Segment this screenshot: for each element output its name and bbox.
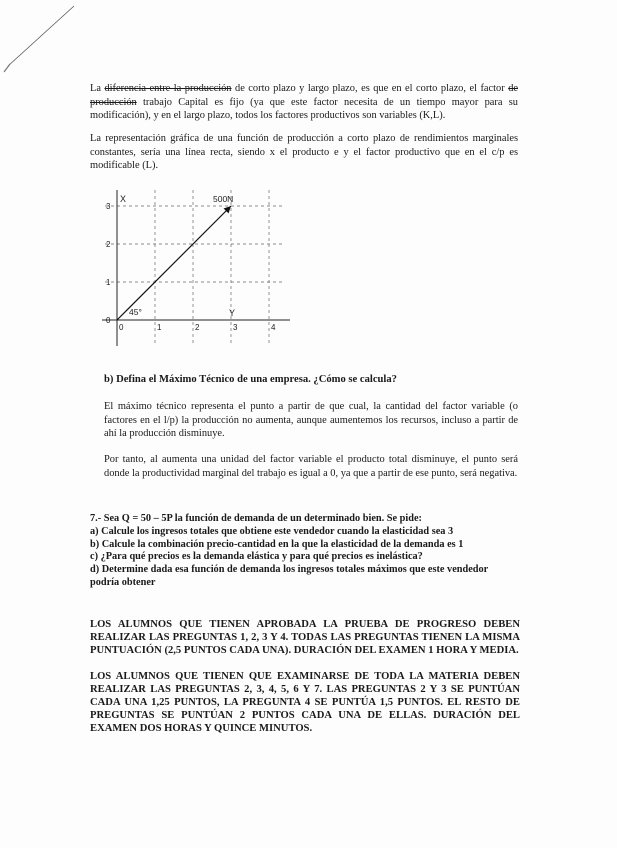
scan-fold-mark [0, 0, 80, 80]
production-chart [100, 186, 300, 351]
y-tick-label: 2 [106, 240, 111, 249]
vector-label: 500N [213, 194, 234, 204]
question-7-a: a) Calcule los ingresos totales que obtiene este vendedor cuando la elasticidad sea 3 [90, 525, 454, 537]
question-7-b: b) Calcule la combinación precio-cantidad en la que la elasticidad de la demanda es 1 [90, 538, 464, 550]
struck-text: de producción [90, 83, 518, 108]
x-axis-label: Y [229, 308, 236, 318]
x-tick-label: 1 [157, 323, 162, 332]
x-tick-label: 4 [271, 323, 276, 332]
paragraph-graph-description: La representación gráfica de una función de producción a corto plazo de rendimientos marginales constantes, sería una línea recta, siendo x el producto e y el factor productivo que en el c/p es modificable (L). [90, 133, 518, 171]
y-tick-label: 3 [106, 202, 111, 211]
x-tick-label: 2 [195, 323, 200, 332]
angle-label: 45° [129, 307, 142, 317]
chart-series [117, 194, 236, 320]
question-b-title: b) Defina el Máximo Técnico de una empresa. ¿Cómo se calcula? [104, 374, 397, 385]
x-tick-label: 3 [233, 323, 238, 332]
y-tick-label: 1 [106, 278, 111, 287]
notice-progress-students: LOS ALUMNOS QUE TIENEN APROBADA LA PRUEBA DE PROGRESO DEBEN REALIZAR LAS PREGUNTAS 1, 2, 3 Y 4. TODAS LAS PREGUNTAS TIENEN LA MISMA PUNTUACIÓN (2,5 PUNTOS CADA UNA). DURACIÓN DEL EXAMEN 1 HORA Y MEDIA. [90, 619, 520, 657]
question-7-d-cont: podría obtener [90, 576, 156, 588]
struck-text: diferencia entre la producción [104, 83, 232, 94]
production-line [117, 206, 231, 320]
y-axis-label: X [120, 194, 127, 204]
question-b-answer-2: Por tanto, al aumenta una unidad del factor variable el producto total disminuye, el punto será donde la productividad marginal del trabajo es igual a 0, ya que a partir de ese punto, será negativa. [104, 454, 518, 479]
y-tick-label: 0 [106, 316, 111, 325]
question-b-answer-1: El máximo técnico representa el punto a partir de que cual, la cantidad del factor variable (o factores en el l/p) la producción no aumenta, aunque aumentemos los recursos, incluso a partir de ahí la producción disminuye. [104, 401, 518, 439]
x-tick-label: 0 [119, 323, 124, 332]
paragraph-short-long-run: La diferencia entre la producción de corto plazo y largo plazo, es que en el corto plazo, el factor de producción trabajo Capital es fijo (ya que este factor necesita de un tiempo mayor para su modificación), y en el largo plazo, todos los factores productivos son variables (K,L). [90, 83, 518, 121]
question-7 [90, 513, 530, 590]
question-7-d: d) Determine dada esa función de demanda los ingresos totales máximos que este vendedor [90, 564, 489, 576]
question-7-c: c) ¿Para qué precios es la demanda elástica y para qué precios es inelástica? [90, 551, 423, 563]
notice-full-exam-students: LOS ALUMNOS QUE TIENEN QUE EXAMINARSE DE TODA LA MATERIA DEBEN REALIZAR LAS PREGUNTAS 2, 3, 4, 5, 6 Y 7. LAS PREGUNTAS 2 Y 3 SE PUNTÚAN CADA UNA 1,25 PUNTOS, LA PREGUNTA 4 SE PUNTÚA 1,5 PUNTOS. EL RESTO DE PREGUNTAS SE PUNTÚAN 2 PUNTOS CADA UNA DE ELLAS. DURACIÓN DEL EXAMEN DOS HORAS Y QUINCE MINUTOS. [90, 671, 520, 735]
question-7-title: 7.- Sea Q = 50 – 5P la función de demanda de un determinado bien. Se pide: [90, 513, 422, 524]
